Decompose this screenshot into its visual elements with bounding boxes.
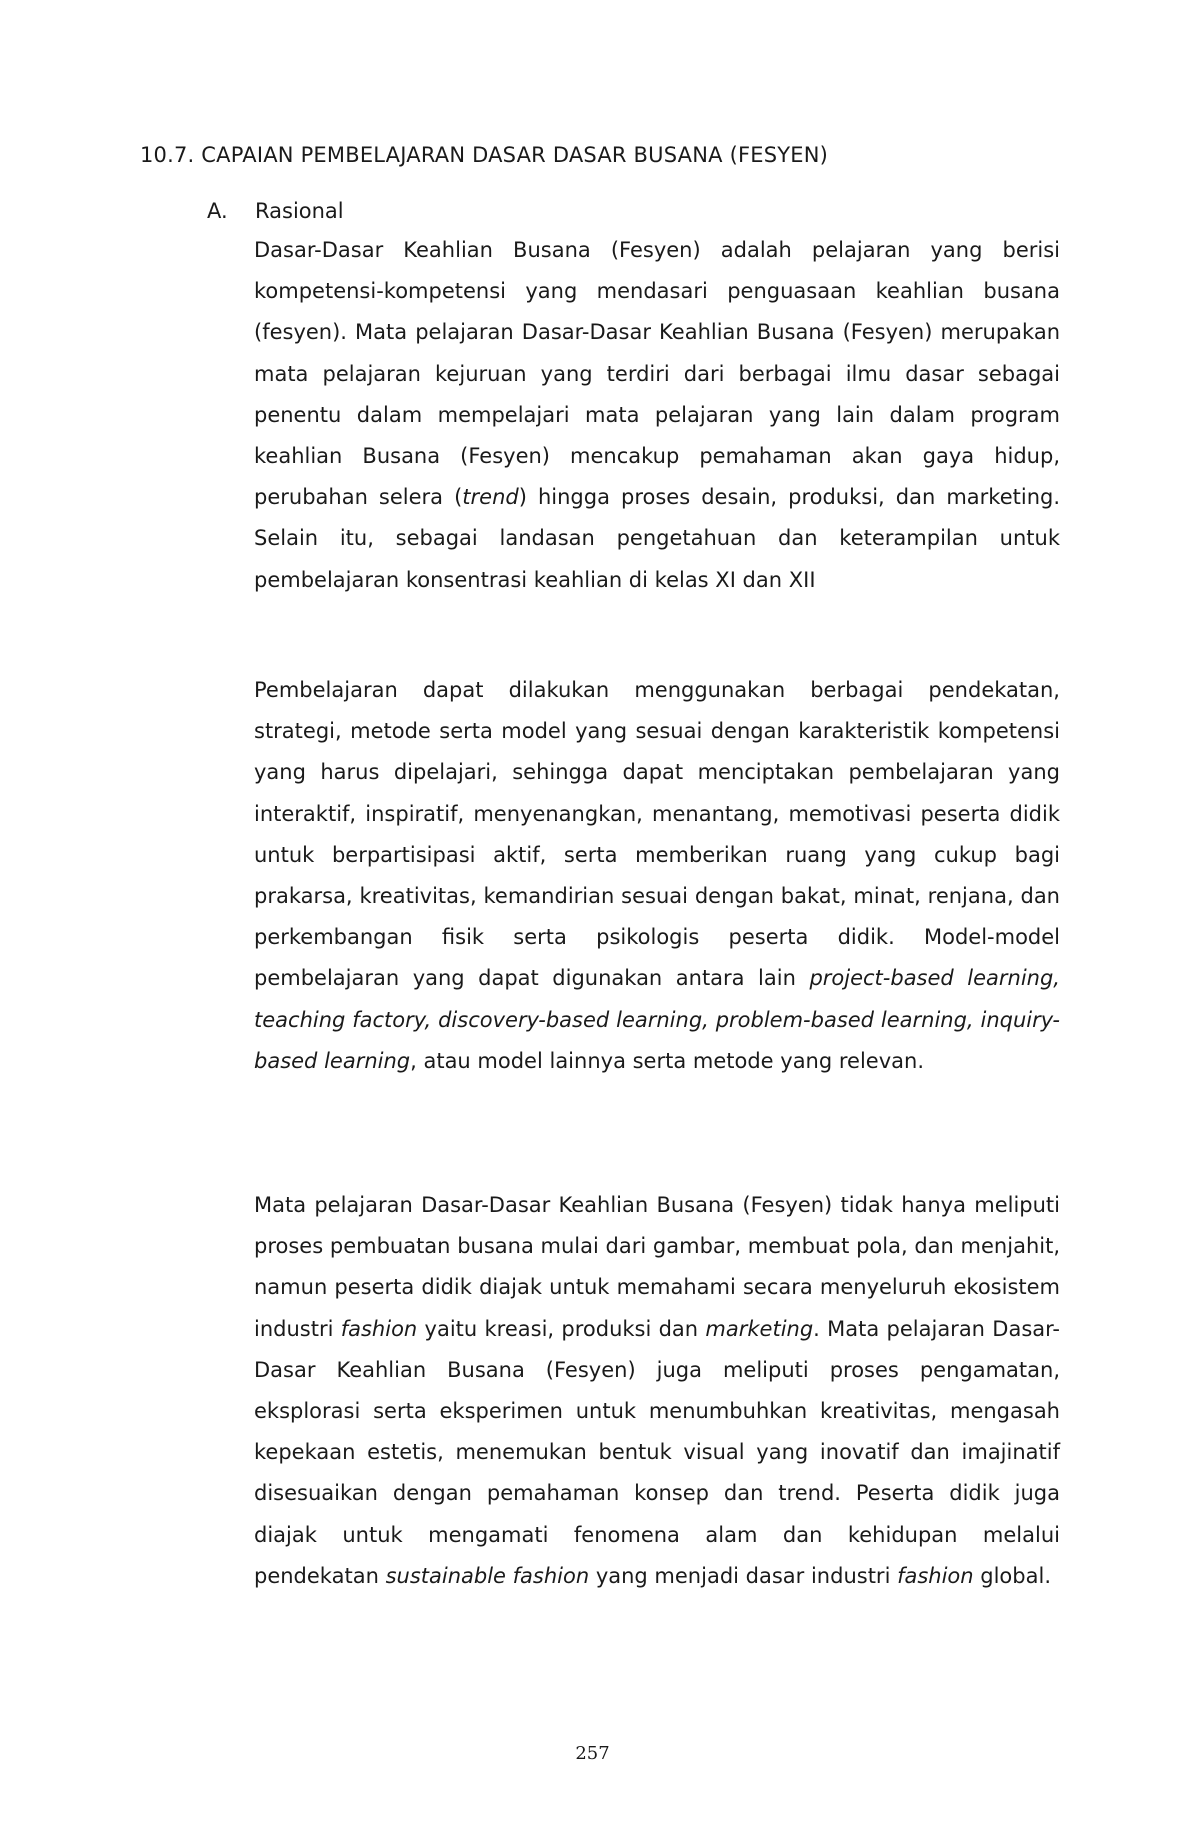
text-run: Dasar-Dasar Keahlian Busana (Fesyen) adalah pelajaran yang berisi kompetensi-kompetensi yang mendasari penguasaan keahlian busana (fesyen). Mata pelajaran Dasar-Dasar Keahlian Busana (Fesyen) merupakan mata pelajaran kejuruan yang terdiri dari berbagai ilmu dasar sebagai penentu dalam mempelajari mata pelajaran yang lain dalam program keahlian Busana (Fesyen) mencakup pemahaman akan gaya hidup, perubahan selera ( <box>254 238 1060 510</box>
italic-term: fashion <box>340 1316 418 1341</box>
subsection-title: Rasional <box>255 199 344 223</box>
text-run: global. <box>973 1563 1051 1588</box>
subsection-heading <box>207 199 344 223</box>
text-run: yang menjadi dasar industri <box>589 1563 898 1588</box>
text-run: Pembelajaran dapat dilakukan menggunakan berbagai pendekatan, strategi, metode serta model yang sesuai dengan karakteristik kompetensi yang harus dipelajari, sehingga dapat menciptakan pembelajaran yang interaktif, inspiratif, menyenangkan, menantang, memotivasi peserta didik untuk berpartisipasi aktif, serta memberikan ruang yang cukup bagi prakarsa, kreativitas, kemandirian sesuai dengan bakat, minat, renjana, dan perkembangan fisik serta psikologis peserta didik. Model-model pembelajaran yang dapat digunakan antara lain <box>254 678 1060 991</box>
italic-term: sustainable fashion <box>385 1563 590 1588</box>
section-heading: 10.7. CAPAIAN PEMBELAJARAN DASAR DASAR BUSANA (FESYEN) <box>140 143 829 167</box>
italic-term: fashion <box>897 1563 974 1588</box>
italic-term: marketing <box>705 1316 814 1341</box>
text-run: , atau model lainnya serta metode yang relevan. <box>410 1048 925 1073</box>
paragraph-rationale-1 <box>254 230 1060 601</box>
italic-term: project-based learning, teaching factory, discovery-based learning, problem-based learning, inquiry-based learning <box>254 966 1060 1073</box>
paragraph-rationale-2 <box>254 670 1060 1082</box>
italic-term: trend <box>462 485 519 510</box>
subsection-marker: A. <box>207 199 228 223</box>
text-run: yaitu kreasi, produksi dan <box>417 1316 706 1341</box>
text-run: Mata pelajaran Dasar-Dasar Keahlian Busana (Fesyen) tidak hanya meliputi proses pembuatan busana mulai dari gambar, membuat pola, dan menjahit, namun peserta didik diajak untuk memahami secara menyeluruh ekosistem industri <box>254 1193 1060 1341</box>
text-run: ) hingga proses desain, produksi, dan marketing. Selain itu, sebagai landasan pengetahuan dan keterampilan untuk pembelajaran konsentrasi keahlian di kelas XI dan XII <box>254 485 1061 592</box>
paragraph-rationale-3 <box>254 1185 1060 1597</box>
text-run: . Mata pelajaran Dasar-Dasar Keahlian Busana (Fesyen) juga meliputi proses pengamatan, eksplorasi serta eksperimen untuk menumbuhkan kreativitas, mengasah kepekaan estetis, menemukan bentuk visual yang inovatif dan imajinatif disesuaikan dengan pemahaman konsep dan trend. Peserta didik juga diajak untuk mengamati fenomena alam dan kehidupan melalui pendekatan <box>254 1316 1061 1588</box>
page-number: 257 <box>575 1743 610 1764</box>
